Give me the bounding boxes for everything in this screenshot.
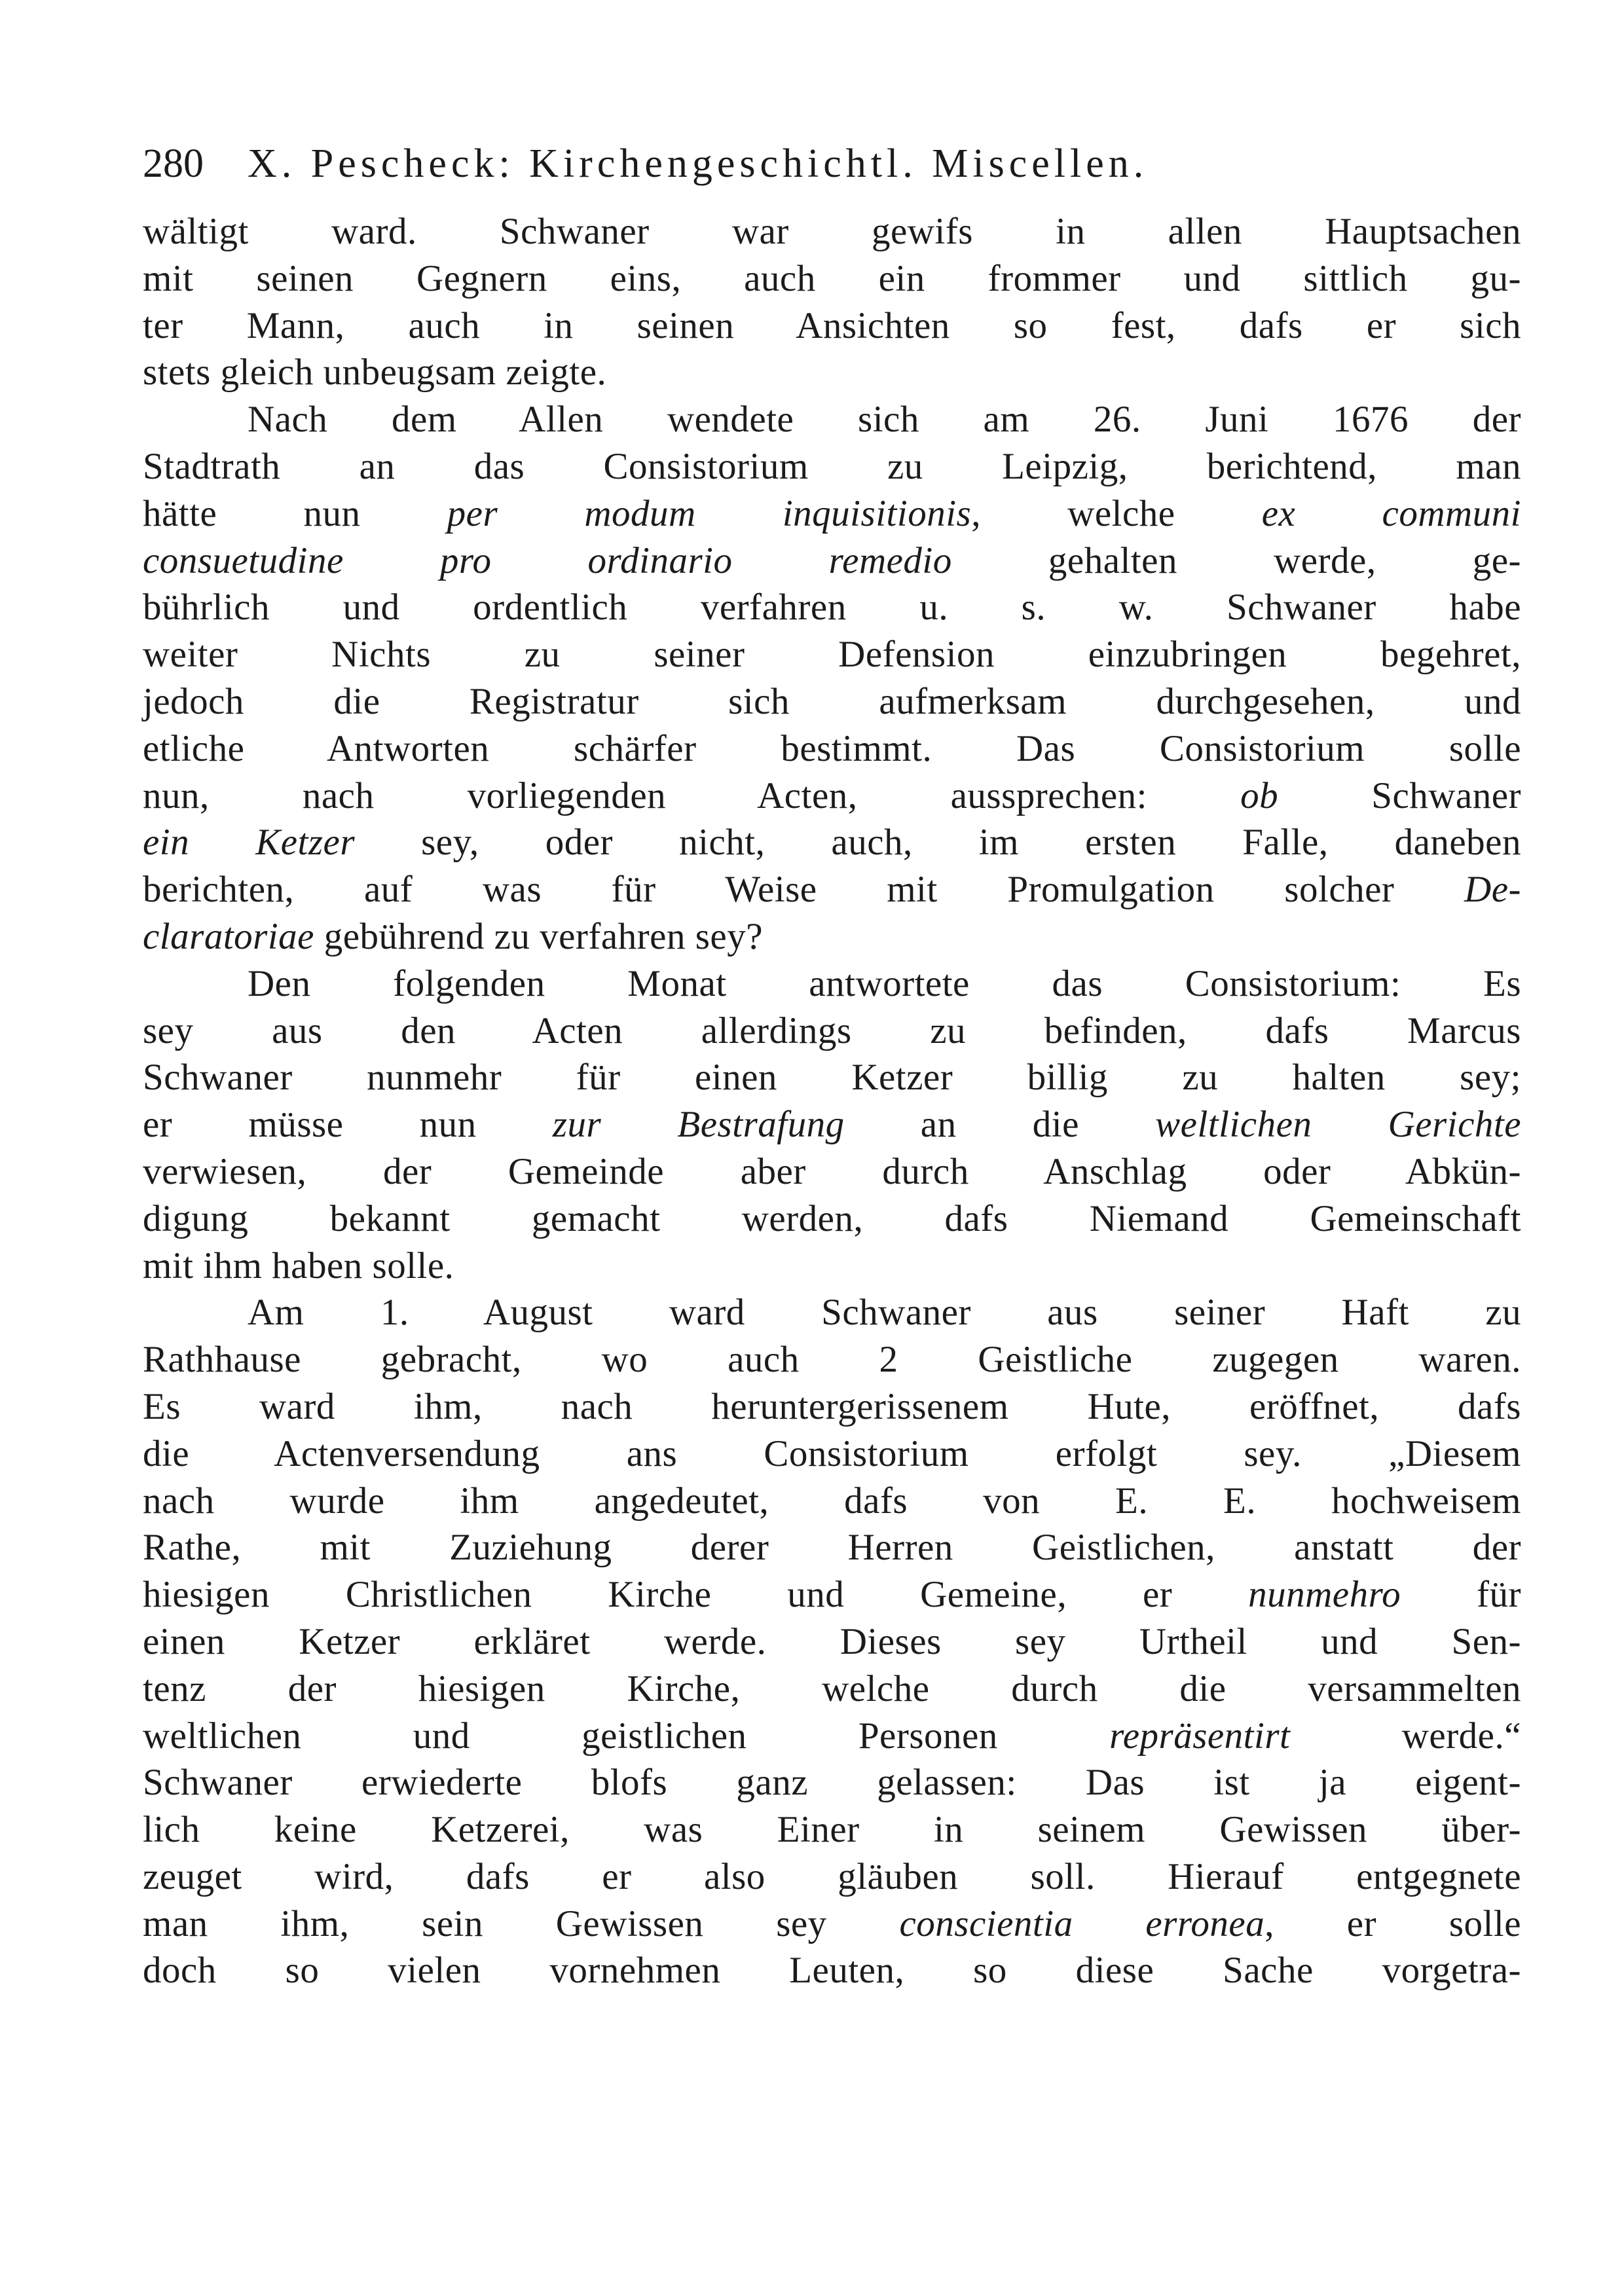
text-span: gehalten werde, ge- — [951, 539, 1521, 581]
italic-phrase: ob — [1240, 774, 1279, 816]
text-line — [143, 1618, 1521, 1666]
text-line — [143, 1430, 1521, 1478]
italic-phrase: ex communi — [1261, 492, 1521, 534]
text-line — [143, 584, 1521, 631]
text-line — [143, 1853, 1521, 1901]
italic-phrase: claratoriae — [143, 915, 314, 957]
text-line — [143, 819, 1521, 866]
text-span: lich keine Ketzerei, was Einer in seinem Gewissen über- — [143, 1809, 1521, 1851]
text-span: digung bekannt gemacht werden, dafs Niemand Gemeinschaft — [143, 1197, 1521, 1239]
text-line — [143, 490, 1521, 538]
text-span: Schwaner — [1278, 774, 1521, 816]
text-line — [143, 1478, 1521, 1525]
text-span: Es ward ihm, nach heruntergerissenem Hute, eröffnet, dafs — [143, 1385, 1521, 1427]
text-line — [143, 866, 1521, 913]
text-line — [143, 1101, 1521, 1148]
text-span: wältigt ward. Schwaner war gewifs in allen Hauptsachen — [143, 211, 1521, 252]
text-span: sey aus den Acten allerdings zu befinden, dafs Marcus — [143, 1010, 1521, 1051]
running-header — [143, 134, 1531, 193]
text-span: Rathe, mit Zuziehung derer Herren Geistlichen, anstatt der — [143, 1527, 1521, 1569]
text-span: man ihm, sein Gewissen sey — [143, 1903, 900, 1944]
text-line — [143, 349, 1521, 396]
text-line — [143, 631, 1521, 678]
italic-phrase: zur Bestrafung — [552, 1104, 845, 1146]
body-text — [143, 208, 1521, 1994]
text-line — [143, 396, 1521, 443]
text-span: Stadtrath an das Consistorium zu Leipzig, berichtend, man — [143, 445, 1521, 487]
text-span: nun, nach vorliegenden Acten, aussprechen: — [143, 774, 1241, 816]
text-span: für — [1401, 1574, 1521, 1616]
text-span: Schwaner erwiederte blofs ganz gelassen: Das ist ja eigent- — [143, 1762, 1521, 1804]
running-title: X. Pescheck: Kirchengeschichtl. Miscellen. — [248, 141, 1149, 186]
text-span: einen Ketzer erkläret werde. Dieses sey Urtheil und Sen- — [143, 1620, 1521, 1662]
text-line — [143, 538, 1521, 585]
text-line — [143, 1054, 1521, 1101]
text-span: hiesigen Christlichen Kirche und Gemeine, er — [143, 1574, 1249, 1616]
text-span: stets gleich unbeugsam zeigte. — [143, 352, 607, 393]
text-span: Nach dem Allen wendete sich am 26. Juni 1676 der — [248, 399, 1521, 441]
text-span: hätte nun — [143, 492, 447, 534]
italic-phrase: repräsentirt — [1109, 1715, 1291, 1757]
text-span: sey, oder nicht, auch, im ersten Falle, daneben — [355, 822, 1521, 864]
text-line — [143, 1243, 1521, 1290]
text-line — [143, 255, 1521, 302]
text-span: an die — [844, 1104, 1156, 1146]
text-span: Rathhause gebracht, wo auch 2 Geistliche zugegen waren. — [143, 1339, 1521, 1381]
italic-phrase: nunmehro — [1248, 1574, 1401, 1616]
text-span: die Actenversendung ans Consistorium erfolgt sey. „Diesem — [143, 1432, 1521, 1474]
text-span: zeuget wird, dafs er also gläuben soll. Hierauf entgegnete — [143, 1855, 1521, 1897]
text-line — [143, 1524, 1521, 1571]
text-span: Den folgenden Monat antwortete das Consistorium: Es — [248, 962, 1521, 1004]
italic-phrase: De- — [1464, 869, 1521, 911]
text-span: er müsse nun — [143, 1104, 553, 1146]
text-span: mit ihm haben solle. — [143, 1245, 454, 1286]
text-line — [143, 1336, 1521, 1383]
text-line — [143, 1571, 1521, 1618]
text-span: nach wurde ihm angedeutet, dafs von E. E. hochweisem — [143, 1480, 1521, 1522]
text-span: doch so vielen vornehmen Leuten, so diese Sache vorgetra- — [143, 1950, 1521, 1992]
text-line — [143, 678, 1521, 725]
text-line — [143, 913, 1521, 960]
text-line — [143, 1759, 1521, 1806]
text-line — [143, 1383, 1521, 1430]
text-line — [143, 1947, 1521, 1994]
text-span: , er solle — [1264, 1903, 1522, 1944]
text-span: gebührend zu verfahren sey? — [314, 915, 763, 957]
text-line — [143, 1008, 1521, 1055]
italic-phrase: ein Ketzer — [143, 822, 356, 864]
italic-phrase: per modum inquisitionis — [447, 492, 972, 534]
text-span: verwiesen, der Gemeinde aber durch Anschlag oder Abkün- — [143, 1150, 1521, 1192]
text-span: werde.“ — [1290, 1715, 1522, 1757]
text-span: mit seinen Gegnern eins, auch ein frommer und sittlich gu- — [143, 257, 1521, 299]
text-span: etliche Antworten schärfer bestimmt. Das Consistorium solle — [143, 727, 1521, 769]
text-line — [143, 773, 1521, 820]
text-span: weiter Nichts zu seiner Defension einzubringen begehret, — [143, 634, 1521, 676]
italic-phrase: conscientia erronea — [899, 1903, 1265, 1944]
text-line — [143, 1666, 1521, 1713]
italic-phrase: consuetudine pro ordinario remedio — [143, 539, 952, 581]
text-span: berichten, auf was für Weise mit Promulgation solcher — [143, 869, 1465, 911]
text-span: tenz der hiesigen Kirche, welche durch die versammelten — [143, 1667, 1521, 1709]
text-line — [143, 443, 1521, 490]
text-line — [143, 1195, 1521, 1243]
text-line — [143, 1901, 1521, 1948]
text-line — [143, 960, 1521, 1008]
text-line — [143, 208, 1521, 255]
text-span: Am 1. August ward Schwaner aus seiner Haft zu — [248, 1292, 1521, 1334]
text-line — [143, 1148, 1521, 1195]
page-number: 280 — [143, 141, 204, 186]
text-span: bührlich und ordentlich verfahren u. s. w. Schwaner habe — [143, 587, 1521, 629]
text-span: , welche — [971, 492, 1262, 534]
italic-phrase: weltlichen Gerichte — [1155, 1104, 1521, 1146]
text-line — [143, 1713, 1521, 1760]
text-line — [143, 1806, 1521, 1853]
text-line — [143, 725, 1521, 773]
text-line — [143, 1289, 1521, 1336]
text-span: weltlichen und geistlichen Personen — [143, 1715, 1110, 1757]
text-span: Schwaner nunmehr für einen Ketzer billig zu halten sey; — [143, 1057, 1521, 1099]
text-span: ter Mann, auch in seinen Ansichten so fest, dafs er sich — [143, 304, 1521, 346]
text-line — [143, 302, 1521, 350]
text-span: jedoch die Registratur sich aufmerksam durchgesehen, und — [143, 680, 1521, 722]
